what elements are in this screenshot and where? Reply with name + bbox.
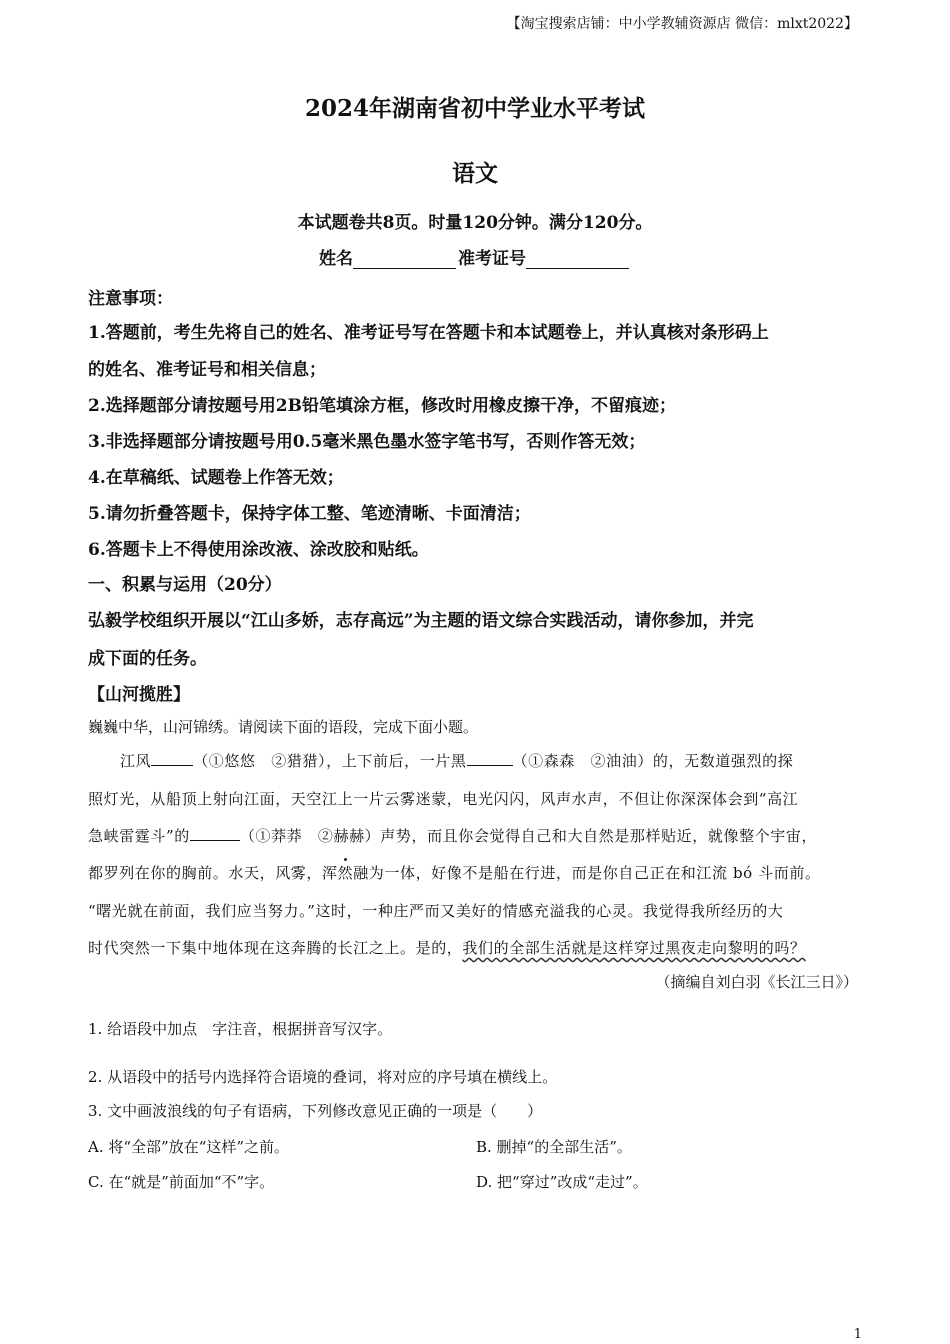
option-b: B. 删掉“的全部生活”。 (476, 1138, 632, 1156)
id-label: 准考证号 (458, 249, 526, 269)
notice-item-3: 3.非选择题部分请按题号用0.5毫米黑色墨水签字笔书写，否则作答无效； (88, 432, 646, 452)
question-2: 2. 从语段中的括号内选择符合语境的叠词，将对应的序号填在横线上。 (88, 1068, 558, 1086)
notice-item-1-cont: 的姓名、准考证号和相关信息； (88, 360, 326, 380)
notice-item-6: 6.答题卡上不得使用涂改液、涂改胶和贴纸。 (88, 540, 429, 560)
notice-item-4: 4.在草稿纸、试题卷上作答无效； (88, 468, 344, 488)
section-intro-cont: 成下面的任务。 (88, 649, 207, 669)
passage-text: 急峡雷霆斗”的 (88, 827, 190, 845)
wavy-underlined-sentence: 我们的全部生活就是这样穿过黑夜走向黎明的吗？ (462, 939, 806, 957)
answer-blank-3 (190, 825, 240, 841)
exam-title: 2024年湖南省初中学业水平考试 (304, 95, 645, 122)
notice-item-1: 1.答题前，考生先将自己的姓名、准考证号写在答题卡和本试题卷上，并认真核对条形码上 (88, 323, 769, 343)
passage-line-2: 照灯光，从船顶上射向江面，天空江上一片云雾迷蒙，电光闪闪，风声水声，不但让你深深体会到“高江 (88, 790, 799, 808)
name-blank (353, 250, 456, 269)
passage-text: （①悠悠 ②猎猎），上下前后，一片黑 (193, 752, 467, 770)
passage-text: 江风 (120, 752, 152, 770)
option-a: A. 将“全部”放在“这样”之前。 (88, 1138, 290, 1156)
passage-source: （摘编自刘白羽《长江三日》） (655, 973, 858, 991)
notice-heading: 注意事项： (88, 289, 173, 309)
notice-item-2: 2.选择题部分请按题号用2B铅笔填涂方框，修改时用橡皮擦干净，不留痕迹； (88, 396, 676, 416)
exam-info: 本试题卷共8页。时量120分钟。满分120分。 (297, 213, 653, 233)
question-1: 1. 给语段中加点 字注音，根据拼音写汉字。 (88, 1020, 393, 1038)
section-intro: 弘毅学校组织开展以“江山多娇，志存高远”为主题的语文综合实践活动，请你参加，并完 (88, 611, 754, 631)
name-label: 姓名 (319, 249, 353, 269)
passage-text: 时代突然一下集中地体现在这奔腾的长江之上。是的， (88, 939, 463, 957)
name-id-line (0, 244, 950, 269)
passage-line-6 (88, 937, 806, 958)
passage-instruction: 巍巍中华，山河锦绣。请阅读下面的语段，完成下面小题。 (88, 718, 479, 736)
answer-blank-2 (467, 750, 513, 766)
page-number: 1 (853, 1327, 862, 1342)
emphasis-dot (344, 858, 347, 861)
passage-line-4: 都罗列在你的胸前。水天，风雾，浑然融为一体，好像不是船在行进，而是你自己正在和江流 bó 斗而前。 (88, 864, 821, 882)
passage-line-1 (120, 750, 793, 771)
passage-line-3 (88, 825, 817, 846)
option-d: D. 把“穿过”改成“走过”。 (476, 1173, 648, 1191)
passage-text: （①莽莽 ②赫赫）声势，而且你会觉得自己和大自然是那样贴近，就像整个宇宙， (239, 827, 818, 845)
passage-line-5: “曙光就在前面，我们应当努力。”这时，一种庄严而又美好的情感充溢我的心灵。我觉得我所经历的大 (88, 902, 784, 920)
passage-text: （①森森 ②油油）的，无数道强烈的探 (512, 752, 794, 770)
answer-blank-1 (151, 750, 193, 766)
subject-title: 语文 (452, 160, 498, 187)
option-c: C. 在“就是”前面加“不”字。 (88, 1173, 275, 1191)
section-heading: 一、积累与运用（20分） (88, 575, 282, 595)
header-note: 【淘宝搜索店铺：中小学教辅资源店 微信：mlxt2022】 (506, 16, 858, 32)
id-blank (526, 250, 629, 269)
question-3: 3. 文中画波浪线的句子有语病，下列修改意见正确的一项是（ ） (88, 1102, 543, 1120)
subsection-heading: 【山河揽胜】 (88, 685, 190, 705)
notice-item-5: 5.请勿折叠答题卡，保持字体工整、笔迹清晰、卡面清洁； (88, 504, 531, 524)
